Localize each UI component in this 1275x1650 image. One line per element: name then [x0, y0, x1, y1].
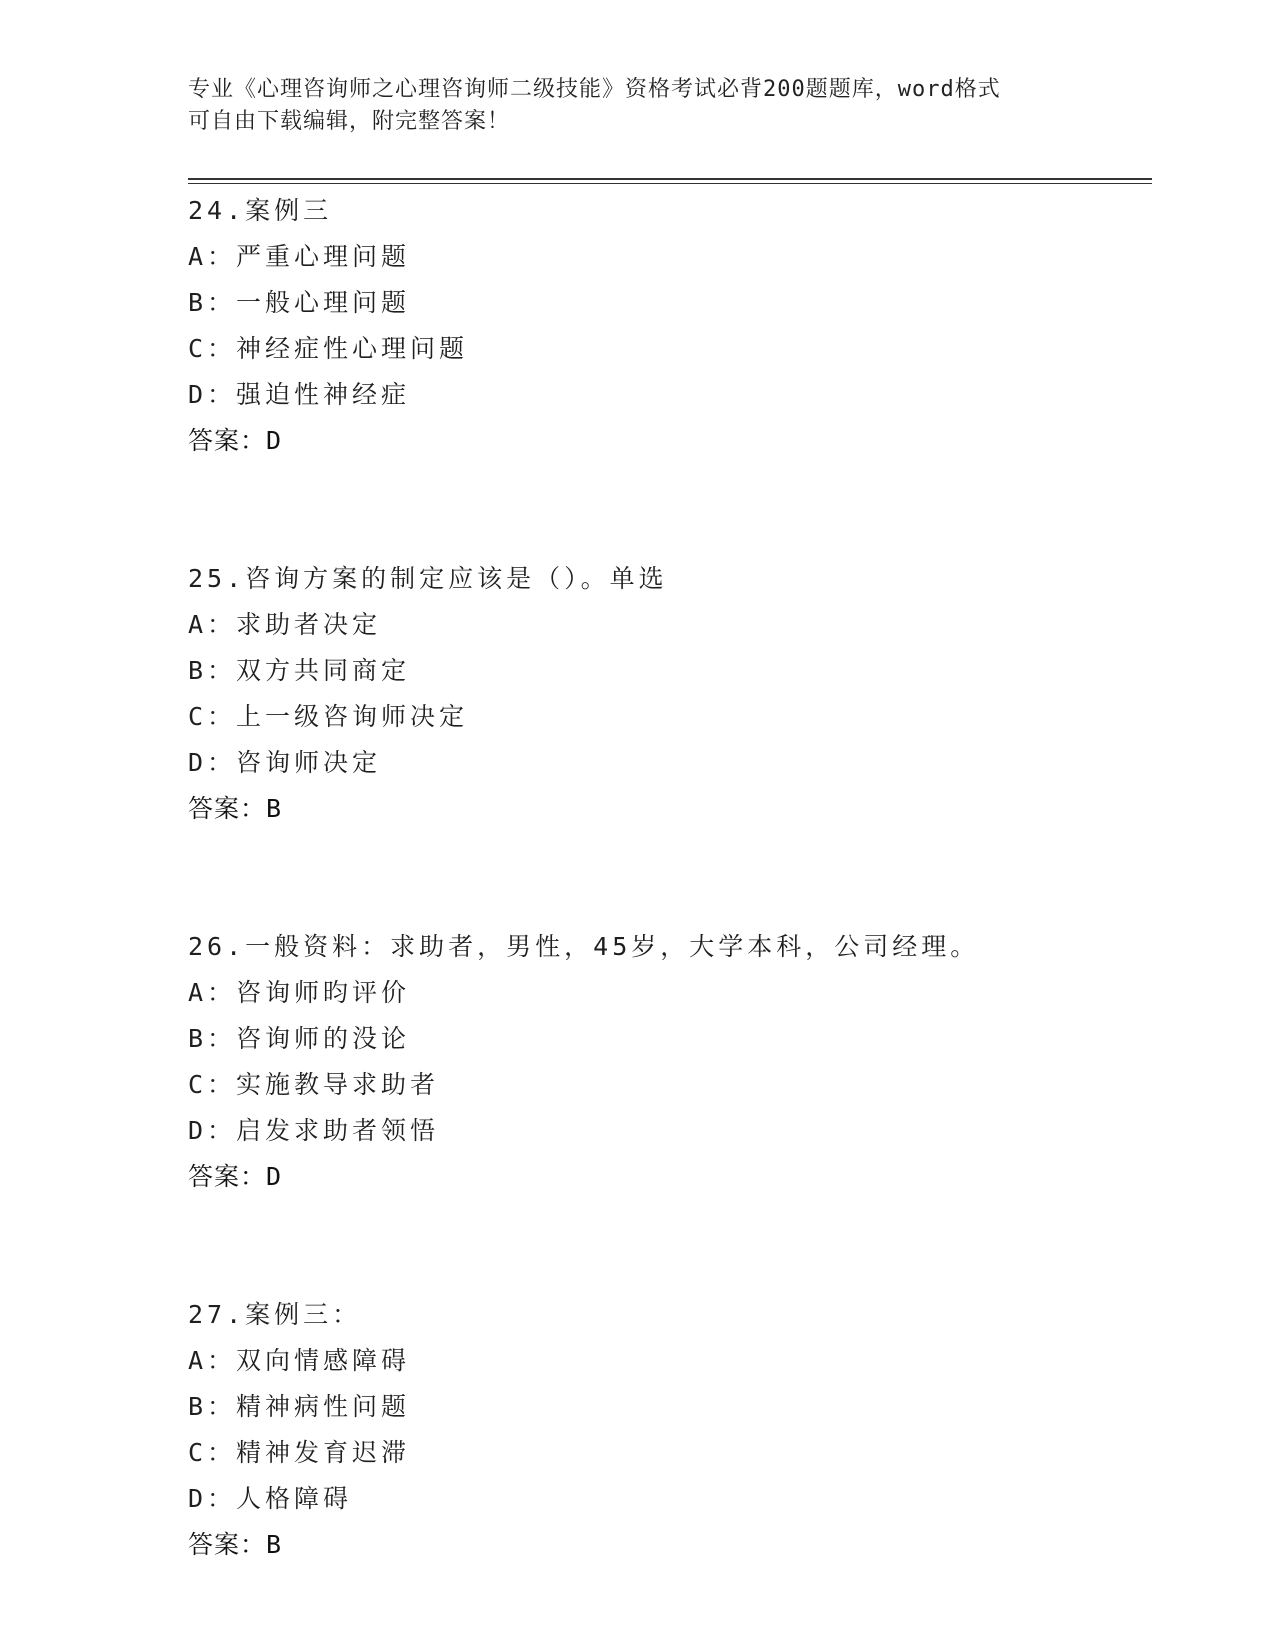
- option-c: C：精神发育迟滞: [188, 1438, 411, 1467]
- question-stem: 26.一般资料：求助者，男性，45岁，大学本科，公司经理。: [188, 932, 980, 961]
- question-26: [188, 924, 1148, 1200]
- option-d: D：强迫性神经症: [188, 380, 411, 409]
- option-d: D：人格障碍: [188, 1484, 353, 1513]
- option-c: C：实施教导求助者: [188, 1070, 440, 1099]
- header-title-line-1: 专业《心理咨询师之心理咨询师二级技能》资格考试必背200题题库，word格式: [188, 77, 1001, 102]
- option-a: A：严重心理问题: [188, 242, 411, 271]
- option-d: D：启发求助者领悟: [188, 1116, 440, 1145]
- header-divider-thick: [188, 178, 1152, 180]
- question-list: [188, 188, 1148, 1568]
- option-c: C：上一级咨询师决定: [188, 702, 469, 731]
- option-b: B：双方共同商定: [188, 656, 411, 685]
- option-b: B：咨询师的没论: [188, 1024, 411, 1053]
- answer-key: 答案：B: [188, 794, 283, 823]
- question-27: [188, 1292, 1148, 1568]
- answer-key: 答案：D: [188, 426, 283, 455]
- option-c: C：神经症性心理问题: [188, 334, 469, 363]
- question-spacer: [188, 464, 1148, 556]
- option-b: B：一般心理问题: [188, 288, 411, 317]
- option-a: A：双向情感障碍: [188, 1346, 411, 1375]
- option-b: B：精神病性问题: [188, 1392, 411, 1421]
- header-divider-thin: [188, 183, 1152, 184]
- question-spacer: [188, 832, 1148, 924]
- answer-key: 答案：D: [188, 1162, 283, 1191]
- option-a: A：咨询师昀评价: [188, 978, 411, 1007]
- answer-key: 答案：B: [188, 1530, 283, 1559]
- question-24: [188, 188, 1148, 464]
- question-stem: 24.案例三: [188, 196, 333, 225]
- question-spacer: [188, 1200, 1148, 1292]
- question-stem: 25.咨询方案的制定应该是（）。单选: [188, 564, 668, 593]
- question-25: [188, 556, 1148, 832]
- document-header: [188, 74, 1088, 138]
- header-title-line-2: 可自由下载编辑，附完整答案！: [188, 109, 511, 134]
- question-stem: 27.案例三：: [188, 1300, 362, 1329]
- option-a: A：求助者决定: [188, 610, 382, 639]
- option-d: D：咨询师决定: [188, 748, 382, 777]
